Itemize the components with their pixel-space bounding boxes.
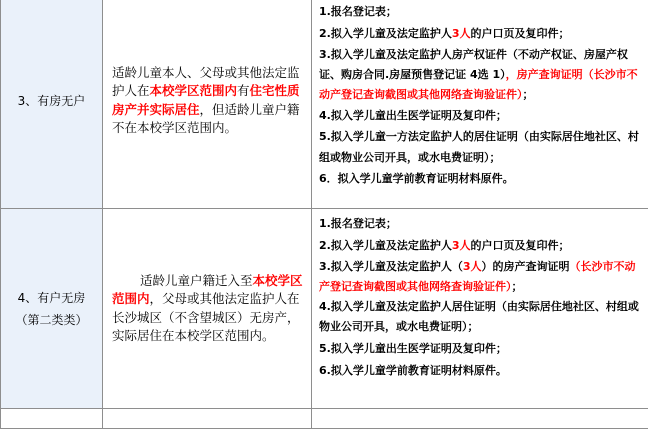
document-item xyxy=(319,1,644,23)
text-run: 1.报名登记表； xyxy=(319,5,397,18)
document-item xyxy=(319,105,644,127)
document-item xyxy=(319,235,644,257)
document-item xyxy=(319,360,644,382)
empty-cell xyxy=(312,409,648,429)
document-item xyxy=(319,127,644,168)
highlight-text: ，房产查询证明（长沙市不动产登记查询截图或其他网络查询验证件） xyxy=(319,68,638,101)
text-run: ）的房产查询证明 xyxy=(482,260,570,273)
document-item xyxy=(319,45,644,106)
text-run: 2.拟入学儿童及法定监护人 xyxy=(319,27,452,40)
category-label: 3、有房无户 xyxy=(1,90,102,112)
document-item xyxy=(319,257,644,298)
text-run: 2.拟入学儿童及法定监护人 xyxy=(319,239,452,252)
text-run: ，父母或其他法定监护人在长沙城区（不含望城区）无房产，实际居住在本校学区范围内。 xyxy=(112,291,300,343)
empty-cell xyxy=(103,409,312,429)
text-run: 适龄儿童户籍迁入至 xyxy=(140,273,253,288)
text-run: ； xyxy=(512,280,523,293)
text-run: 的户口页及复印件； xyxy=(471,27,570,40)
highlight-text: 本校学区范围内 xyxy=(150,83,238,98)
category-cell xyxy=(1,0,103,209)
document-item xyxy=(319,338,644,360)
text-run: ； xyxy=(523,88,534,101)
highlight-text: 本校学区范围内 xyxy=(112,273,303,307)
empty-cell xyxy=(1,409,103,429)
document-item xyxy=(319,297,644,338)
document-item xyxy=(319,168,644,190)
condition-cell xyxy=(103,209,312,409)
table-row-partial xyxy=(1,409,648,429)
condition-text xyxy=(112,64,305,138)
category-label: 4、有户无房 xyxy=(1,287,102,309)
text-run: 3.拟入学儿童及法定监护人（ xyxy=(319,260,463,273)
table-row xyxy=(1,209,648,409)
category-sublabel: （第二类类） xyxy=(1,309,102,331)
documents-cell xyxy=(312,0,648,209)
text-run: 1.报名登记表； xyxy=(319,217,397,230)
table-row xyxy=(1,0,648,209)
text-run: 5.拟入学儿童一方法定监护人的居住证明（由实际居住地社区、村组或物业公司开具，或水电费证明）； xyxy=(319,130,639,163)
text-run: 的户口页及复印件； xyxy=(471,239,570,252)
condition-text xyxy=(112,272,305,346)
text-run: 4.拟入学儿童及法定监护人居住证明（由实际居住地社区、村组或物业公司开具，或水电费证明）； xyxy=(319,300,639,333)
document-item xyxy=(319,23,644,45)
text-run: 适龄儿童本人、父母或其他法定监护人在 xyxy=(112,65,300,99)
document-item xyxy=(319,213,644,235)
highlight-text: 3人 xyxy=(452,239,471,252)
text-run: 6.拟入学儿童学前教育证明材料原件。 xyxy=(319,364,507,377)
text-run: 4.拟入学儿童出生医学证明及复印件； xyxy=(319,109,507,122)
condition-cell xyxy=(103,0,312,209)
highlight-text: 住宅性质房产并实际居住 xyxy=(112,83,300,117)
highlight-text: （长沙市不动产登记查询截图或其他网络查询验证件） xyxy=(319,260,636,293)
text-run: ，但适龄儿童户籍不在本校学区范围内。 xyxy=(112,102,300,136)
category-cell xyxy=(1,209,103,409)
text-run: 6．拟入学儿童学前教育证明材料原件。 xyxy=(319,172,514,185)
text-run: 3.拟入学儿童及法定监护人房产权证件（不动产权证、房屋产权证、购房合同.房屋预售登记证 4选 1） xyxy=(319,48,628,81)
highlight-text: 3人 xyxy=(452,27,471,40)
text-run: 有 xyxy=(237,83,250,98)
text-run: 5.拟入学儿童出生医学证明及复印件； xyxy=(319,342,507,355)
highlight-text: 3人 xyxy=(463,260,482,273)
documents-cell xyxy=(312,209,648,409)
